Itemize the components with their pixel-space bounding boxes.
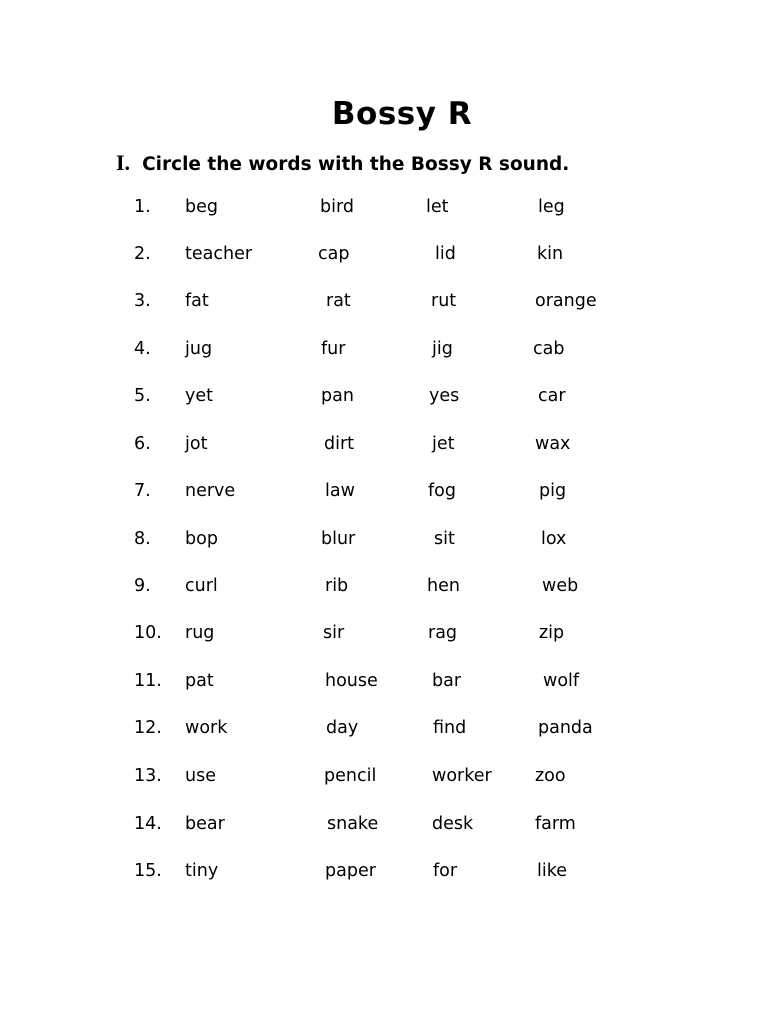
word-choice[interactable]: orange [535,291,597,311]
list-item [0,571,768,601]
item-number: 15. [134,861,162,881]
section-instruction: Circle the words with the Bossy R sound. [142,154,570,175]
word-choice[interactable]: dirt [324,434,355,454]
word-choice[interactable]: law [325,481,355,501]
item-number: 7. [134,481,151,501]
word-choice[interactable]: tiny [185,861,219,881]
list-item [0,239,768,269]
list-item [0,713,768,743]
item-number: 12. [134,718,162,738]
list-item [0,429,768,459]
word-choice[interactable]: jot [185,434,208,454]
word-choice[interactable]: pencil [324,766,377,786]
word-choice[interactable]: blur [321,529,356,549]
list-item [0,334,768,364]
word-choice[interactable]: cab [533,339,565,359]
word-choice[interactable]: farm [535,814,576,834]
item-number: 6. [134,434,151,454]
word-choice[interactable]: rug [185,623,215,643]
word-choice[interactable]: sir [323,623,345,643]
word-choice[interactable]: curl [185,576,218,596]
word-choice[interactable]: pig [539,481,567,501]
word-choice[interactable]: jet [432,434,455,454]
list-item [0,856,768,886]
word-choice[interactable]: fog [428,481,456,501]
word-choice[interactable]: nerve [185,481,236,501]
word-choice[interactable]: rat [326,291,351,311]
list-item [0,618,768,648]
word-choice[interactable]: use [185,766,216,786]
word-choice[interactable]: kin [537,244,564,264]
word-choice[interactable]: house [325,671,378,691]
item-number: 11. [134,671,162,691]
word-choice[interactable]: wax [535,434,571,454]
item-number: 3. [134,291,151,311]
word-choice[interactable]: web [542,576,579,596]
section-numeral: I. [116,150,131,175]
word-choice[interactable]: zoo [535,766,566,786]
word-choice[interactable]: fur [321,339,346,359]
list-item [0,192,768,222]
word-choice[interactable]: bear [185,814,225,834]
word-choice[interactable]: rut [431,291,457,311]
list-item [0,809,768,839]
list-item [0,761,768,791]
word-choice[interactable]: panda [538,718,593,738]
word-choice[interactable]: desk [432,814,474,834]
item-number: 2. [134,244,151,264]
list-item [0,381,768,411]
item-number: 13. [134,766,162,786]
word-choice[interactable]: let [426,197,449,217]
item-number: 14. [134,814,162,834]
item-number: 9. [134,576,151,596]
word-choice[interactable]: rib [325,576,349,596]
word-choice[interactable]: like [537,861,568,881]
item-number: 4. [134,339,151,359]
list-item [0,286,768,316]
word-choice[interactable]: rag [428,623,458,643]
word-choice[interactable]: paper [325,861,376,881]
word-choice[interactable]: hen [427,576,460,596]
word-choice[interactable]: lox [541,529,567,549]
word-choice[interactable]: beg [185,197,218,217]
item-number: 5. [134,386,151,406]
word-choice[interactable]: bop [185,529,218,549]
word-choice[interactable]: day [326,718,359,738]
word-choice[interactable]: zip [539,623,565,643]
word-choice[interactable]: teacher [185,244,253,264]
word-choice[interactable]: fat [185,291,209,311]
list-item [0,476,768,506]
word-choice[interactable]: for [433,861,458,881]
word-choice[interactable]: jig [432,339,453,359]
word-choice[interactable]: work [185,718,228,738]
page-title: Bossy R [331,96,473,132]
word-choice[interactable]: sit [434,529,455,549]
word-choice[interactable]: wolf [543,671,580,691]
word-choice[interactable]: cap [318,244,350,264]
word-choice[interactable]: find [433,718,467,738]
item-number: 10. [134,623,162,643]
word-choice[interactable]: lid [435,244,456,264]
word-choice[interactable]: bird [320,197,354,217]
word-choice[interactable]: pat [185,671,214,691]
list-item [0,524,768,554]
word-choice[interactable]: pan [321,386,354,406]
item-number: 1. [134,197,151,217]
word-choice[interactable]: jug [185,339,213,359]
word-choice[interactable]: car [538,386,566,406]
list-item [0,666,768,696]
word-choice[interactable]: yet [185,386,213,406]
word-choice[interactable]: yes [429,386,460,406]
word-choice[interactable]: snake [327,814,379,834]
word-choice[interactable]: bar [432,671,462,691]
word-choice[interactable]: worker [432,766,492,786]
item-number: 8. [134,529,151,549]
word-choice[interactable]: leg [538,197,565,217]
